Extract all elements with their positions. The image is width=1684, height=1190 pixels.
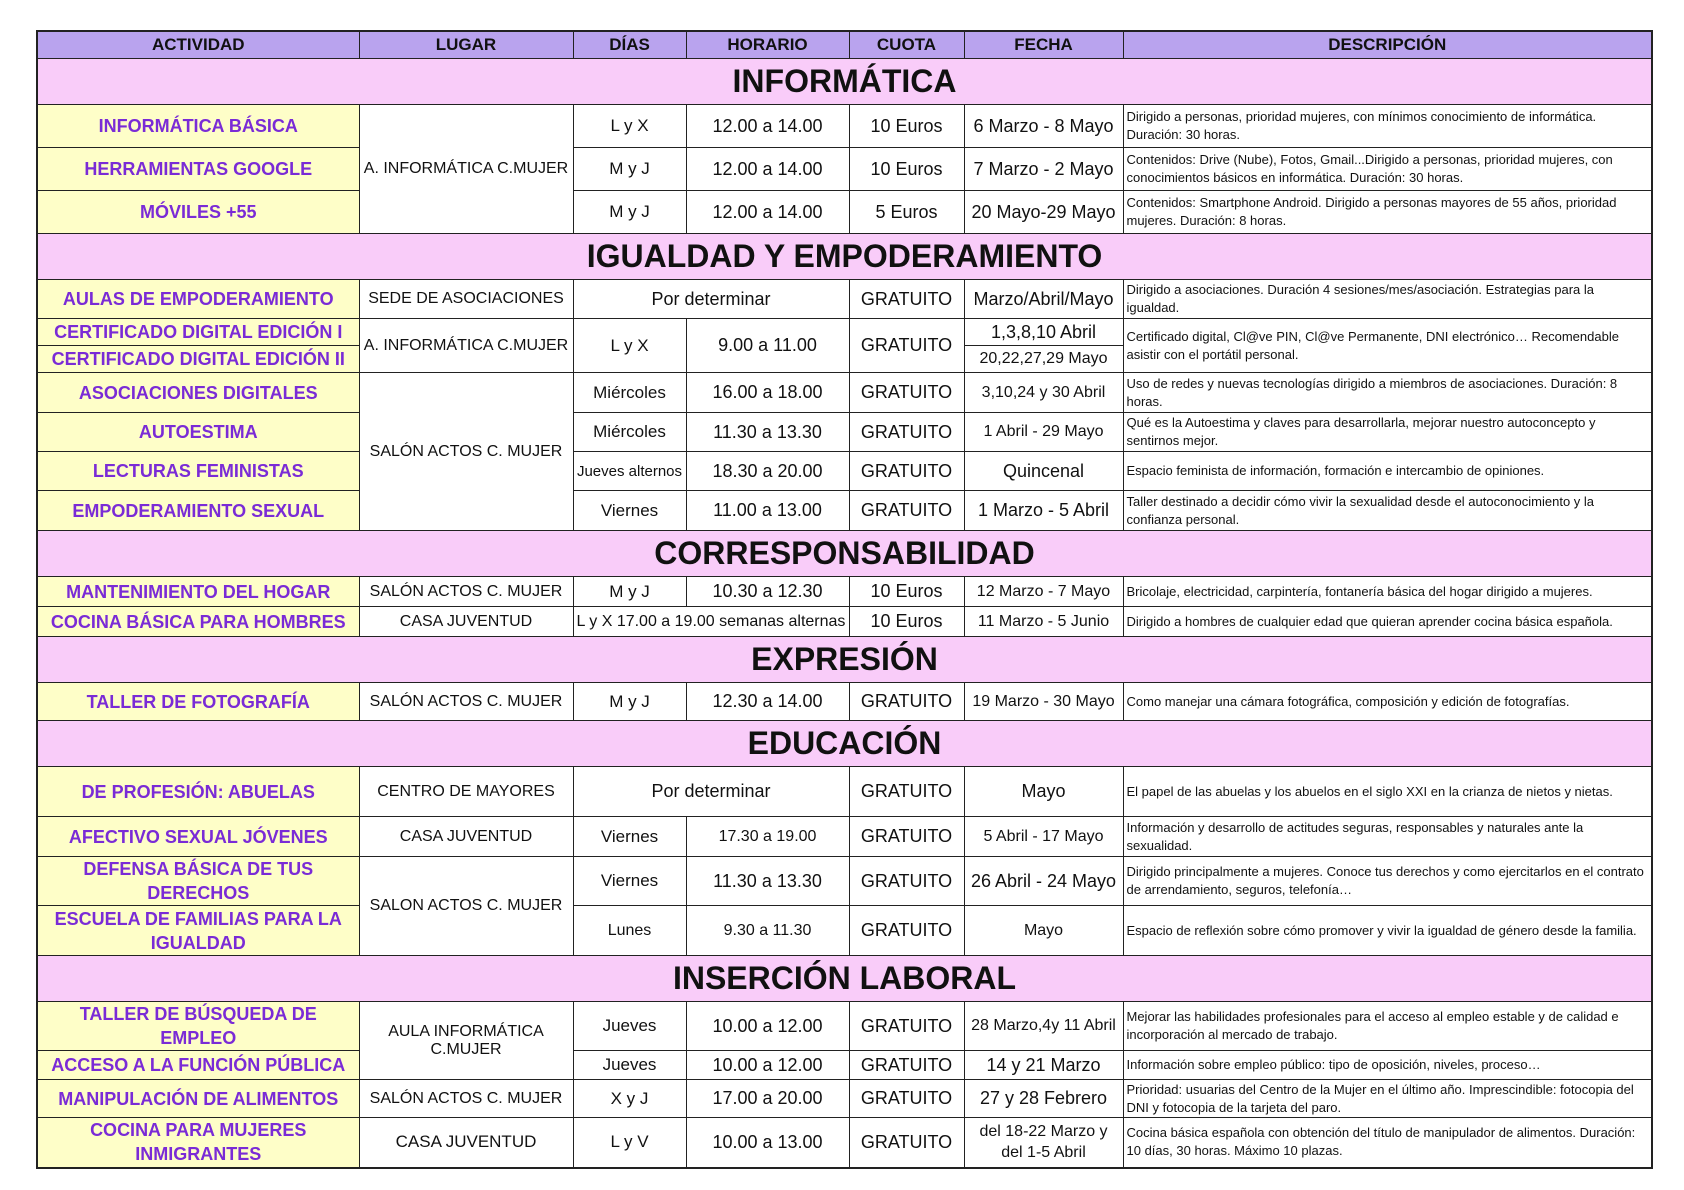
fee: GRATUITO <box>849 767 964 817</box>
section-row <box>37 59 1652 105</box>
fee: GRATUITO <box>849 857 964 906</box>
description: Espacio de reflexión sobre cómo promover y vivir la igualdad de género desde la familia. <box>1123 906 1652 956</box>
fee: GRATUITO <box>849 1002 964 1051</box>
description: Bricolaje, electricidad, carpintería, fontanería básica del hogar dirigido a mujeres. <box>1123 577 1652 607</box>
date: Quincenal <box>964 452 1123 491</box>
schedule: 11.00 a 13.00 <box>686 491 849 531</box>
fee: GRATUITO <box>849 452 964 491</box>
days: M y J <box>573 191 686 234</box>
place: SALÓN ACTOS C. MUJER <box>359 683 573 721</box>
days: Lunes <box>573 906 686 956</box>
table-row <box>37 1002 1652 1051</box>
date: 5 Abril - 17 Mayo <box>964 817 1123 857</box>
table-row <box>37 148 1652 191</box>
description: Contenidos: Smartphone Android. Dirigido a personas mayores de 55 años, prioridad mujeres. Duración: 8 horas. <box>1123 191 1652 234</box>
description: El papel de las abuelas y los abuelos en el siglo XXI en la crianza de nietos y nietas. <box>1123 767 1652 817</box>
table-row <box>37 319 1652 346</box>
table-row <box>37 857 1652 906</box>
days: Viernes <box>573 857 686 906</box>
activity-name: MANTENIMIENTO DEL HOGAR <box>37 577 359 607</box>
description: Contenidos: Drive (Nube), Fotos, Gmail...Dirigido a personas, prioridad mujeres, con conocimientos básicos en informática. Duración: 30 horas. <box>1123 148 1652 191</box>
activity-name: COCINA BÁSICA PARA HOMBRES <box>37 607 359 637</box>
place: CASA JUVENTUD <box>359 817 573 857</box>
activity-name: CERTIFICADO DIGITAL EDICIÓN II <box>37 346 359 373</box>
schedule-table <box>36 30 1653 1169</box>
header-row <box>37 31 1652 59</box>
date: 14 y 21 Marzo <box>964 1051 1123 1080</box>
fee: GRATUITO <box>849 319 964 373</box>
activity-name: CERTIFICADO DIGITAL EDICIÓN I <box>37 319 359 346</box>
header-horario: HORARIO <box>686 31 849 59</box>
fee: GRATUITO <box>849 683 964 721</box>
table-row <box>37 491 1652 531</box>
header-actividad: ACTIVIDAD <box>37 31 359 59</box>
days: M y J <box>573 148 686 191</box>
header-fecha: FECHA <box>964 31 1123 59</box>
fee: GRATUITO <box>849 1118 964 1168</box>
schedule: 12.00 a 14.00 <box>686 191 849 234</box>
section-title-informatica: INFORMÁTICA <box>37 59 1652 105</box>
description: Qué es la Autoestima y claves para desarrollarla, mejorar nuestro autoconcepto y sentirnos mejor. <box>1123 413 1652 452</box>
activity-name: AULAS DE EMPODERAMIENTO <box>37 280 359 319</box>
header-dias: DÍAS <box>573 31 686 59</box>
header-cuota: CUOTA <box>849 31 964 59</box>
days-schedule: Por determinar <box>573 280 849 319</box>
place: CENTRO DE MAYORES <box>359 767 573 817</box>
days: M y J <box>573 577 686 607</box>
activity-name: AUTOESTIMA <box>37 413 359 452</box>
activity-name: ACCESO A LA FUNCIÓN PÚBLICA <box>37 1051 359 1080</box>
activity-name: INFORMÁTICA BÁSICA <box>37 105 359 148</box>
days: Viernes <box>573 491 686 531</box>
date: 27 y 28 Febrero <box>964 1080 1123 1118</box>
header-descripcion: DESCRIPCIÓN <box>1123 31 1652 59</box>
section-row <box>37 956 1652 1002</box>
table-row <box>37 817 1652 857</box>
description: Dirigido a personas, prioridad mujeres, con mínimos conocimiento de informática. Duración: 30 horas. <box>1123 105 1652 148</box>
date: Mayo <box>964 767 1123 817</box>
place: SALÓN ACTOS C. MUJER <box>359 373 573 531</box>
date: 7 Marzo - 2 Mayo <box>964 148 1123 191</box>
activity-schedule <box>36 30 1651 1169</box>
fee: 10 Euros <box>849 577 964 607</box>
date: 28 Marzo,4y 11 Abril <box>964 1002 1123 1051</box>
description: Certificado digital, Cl@ve PIN, Cl@ve Permanente, DNI electrónico… Recomendable asistir con el portátil personal. <box>1123 319 1652 373</box>
schedule: 11.30 a 13.30 <box>686 857 849 906</box>
activity-name: COCINA PARA MUJERES INMIGRANTES <box>37 1118 359 1168</box>
section-title-educacion: EDUCACIÓN <box>37 721 1652 767</box>
section-row <box>37 637 1652 683</box>
section-row <box>37 531 1652 577</box>
table-row <box>37 906 1652 956</box>
schedule: 10.30 a 12.30 <box>686 577 849 607</box>
date: 1,3,8,10 Abril <box>964 319 1123 346</box>
schedule: 10.00 a 13.00 <box>686 1118 849 1168</box>
days: X y J <box>573 1080 686 1118</box>
days: Viernes <box>573 817 686 857</box>
table-row <box>37 105 1652 148</box>
schedule: 10.00 a 12.00 <box>686 1002 849 1051</box>
days: Miércoles <box>573 413 686 452</box>
date: Mayo <box>964 906 1123 956</box>
days: L y V <box>573 1118 686 1168</box>
days-schedule: L y X 17.00 a 19.00 semanas alternas <box>573 607 849 637</box>
fee: 5 Euros <box>849 191 964 234</box>
table-row <box>37 1051 1652 1080</box>
table-row <box>37 373 1652 413</box>
place: CASA JUVENTUD <box>359 607 573 637</box>
date: 26 Abril - 24 Mayo <box>964 857 1123 906</box>
days: Jueves <box>573 1002 686 1051</box>
table-row <box>37 1118 1652 1168</box>
section-row <box>37 234 1652 280</box>
table-row <box>37 767 1652 817</box>
schedule: 10.00 a 12.00 <box>686 1051 849 1080</box>
activity-name: HERRAMIENTAS GOOGLE <box>37 148 359 191</box>
place: SALON ACTOS C. MUJER <box>359 857 573 956</box>
schedule: 11.30 a 13.30 <box>686 413 849 452</box>
place: CASA JUVENTUD <box>359 1118 573 1168</box>
section-title-insercion: INSERCIÓN LABORAL <box>37 956 1652 1002</box>
fee: GRATUITO <box>849 491 964 531</box>
description: Dirigido principalmente a mujeres. Conoce tus derechos y como ejercitarlos en el contrato de arrendamiento, seguros, telefonía… <box>1123 857 1652 906</box>
fee: GRATUITO <box>849 373 964 413</box>
description: Dirigido a hombres de cualquier edad que quieran aprender cocina básica española. <box>1123 607 1652 637</box>
date: 20 Mayo-29 Mayo <box>964 191 1123 234</box>
schedule: 9.30 a 11.30 <box>686 906 849 956</box>
description: Espacio feminista de información, formación e intercambio de opiniones. <box>1123 452 1652 491</box>
fee: GRATUITO <box>849 817 964 857</box>
date: del 18-22 Marzo y del 1-5 Abril <box>964 1118 1123 1168</box>
description: Como manejar una cámara fotográfica, composición y edición de fotografías. <box>1123 683 1652 721</box>
section-row <box>37 721 1652 767</box>
section-title-corresponsabilidad: CORRESPONSABILIDAD <box>37 531 1652 577</box>
section-title-igualdad: IGUALDAD Y EMPODERAMIENTO <box>37 234 1652 280</box>
date: 20,22,27,29 Mayo <box>964 346 1123 373</box>
fee: 10 Euros <box>849 105 964 148</box>
table-row <box>37 607 1652 637</box>
date: Marzo/Abril/Mayo <box>964 280 1123 319</box>
place: AULA INFORMÁTICA C.MUJER <box>359 1002 573 1080</box>
table-row <box>37 413 1652 452</box>
description: Cocina básica española con obtención del título de manipulador de alimentos. Duración: 10 días, 30 horas. Máximo 10 plazas. <box>1123 1118 1652 1168</box>
days: L y X <box>573 105 686 148</box>
activity-name: TALLER DE BÚSQUEDA DE EMPLEO <box>37 1002 359 1051</box>
activity-name: MANIPULACIÓN DE ALIMENTOS <box>37 1080 359 1118</box>
description: Uso de redes y nuevas tecnologías dirigido a miembros de asociaciones. Duración: 8 horas. <box>1123 373 1652 413</box>
activity-name: DEFENSA BÁSICA DE TUS DERECHOS <box>37 857 359 906</box>
date: 6 Marzo - 8 Mayo <box>964 105 1123 148</box>
place: A. INFORMÁTICA C.MUJER <box>359 105 573 234</box>
place: SALÓN ACTOS C. MUJER <box>359 1080 573 1118</box>
table-row <box>37 280 1652 319</box>
activity-name: ESCUELA DE FAMILIAS PARA LA IGUALDAD <box>37 906 359 956</box>
table-row <box>37 452 1652 491</box>
fee: GRATUITO <box>849 1080 964 1118</box>
activity-name: LECTURAS FEMINISTAS <box>37 452 359 491</box>
description: Mejorar las habilidades profesionales para el acceso al empleo estable y de calidad e incorporación al mercado de trabajo. <box>1123 1002 1652 1051</box>
fee: GRATUITO <box>849 906 964 956</box>
description: Dirigido a asociaciones. Duración 4 sesiones/mes/asociación. Estrategias para la igualdad. <box>1123 280 1652 319</box>
description: Prioridad: usuarias del Centro de la Mujer en el último año. Imprescindible: fotocopia del DNI y fotocopia de la tarjeta del paro. <box>1123 1080 1652 1118</box>
days: Miércoles <box>573 373 686 413</box>
description: Información y desarrollo de actitudes seguras, responsables y naturales ante la sexualidad. <box>1123 817 1652 857</box>
activity-name: EMPODERAMIENTO SEXUAL <box>37 491 359 531</box>
schedule: 9.00 a 11.00 <box>686 319 849 373</box>
description: Taller destinado a decidir cómo vivir la sexualidad desde el autoconocimiento y la confianza personal. <box>1123 491 1652 531</box>
header-lugar: LUGAR <box>359 31 573 59</box>
days: M y J <box>573 683 686 721</box>
fee: GRATUITO <box>849 413 964 452</box>
place: A. INFORMÁTICA C.MUJER <box>359 319 573 373</box>
schedule: 12.00 a 14.00 <box>686 148 849 191</box>
date: 19 Marzo - 30 Mayo <box>964 683 1123 721</box>
table-row <box>37 683 1652 721</box>
days: Jueves alternos <box>573 452 686 491</box>
table-row <box>37 191 1652 234</box>
fee: 10 Euros <box>849 607 964 637</box>
fee: 10 Euros <box>849 148 964 191</box>
date: 1 Marzo - 5 Abril <box>964 491 1123 531</box>
schedule: 17.00 a 20.00 <box>686 1080 849 1118</box>
schedule: 12.30 a 14.00 <box>686 683 849 721</box>
description: Información sobre empleo público: tipo de oposición, niveles, proceso… <box>1123 1051 1652 1080</box>
activity-name: MÓVILES +55 <box>37 191 359 234</box>
schedule: 12.00 a 14.00 <box>686 105 849 148</box>
place: SEDE DE ASOCIACIONES <box>359 280 573 319</box>
date: 12 Marzo - 7 Mayo <box>964 577 1123 607</box>
activity-name: TALLER DE FOTOGRAFÍA <box>37 683 359 721</box>
days: Jueves <box>573 1051 686 1080</box>
section-title-expresion: EXPRESIÓN <box>37 637 1652 683</box>
activity-name: AFECTIVO SEXUAL JÓVENES <box>37 817 359 857</box>
fee: GRATUITO <box>849 1051 964 1080</box>
date: 1 Abril - 29 Mayo <box>964 413 1123 452</box>
days-schedule: Por determinar <box>573 767 849 817</box>
date: 11 Marzo - 5 Junio <box>964 607 1123 637</box>
table-row <box>37 577 1652 607</box>
schedule: 18.30 a 20.00 <box>686 452 849 491</box>
activity-name: ASOCIACIONES DIGITALES <box>37 373 359 413</box>
place: SALÓN ACTOS C. MUJER <box>359 577 573 607</box>
schedule: 17.30 a 19.00 <box>686 817 849 857</box>
activity-name: DE PROFESIÓN: ABUELAS <box>37 767 359 817</box>
schedule: 16.00 a 18.00 <box>686 373 849 413</box>
days: L y X <box>573 319 686 373</box>
fee: GRATUITO <box>849 280 964 319</box>
table-row <box>37 1080 1652 1118</box>
date: 3,10,24 y 30 Abril <box>964 373 1123 413</box>
